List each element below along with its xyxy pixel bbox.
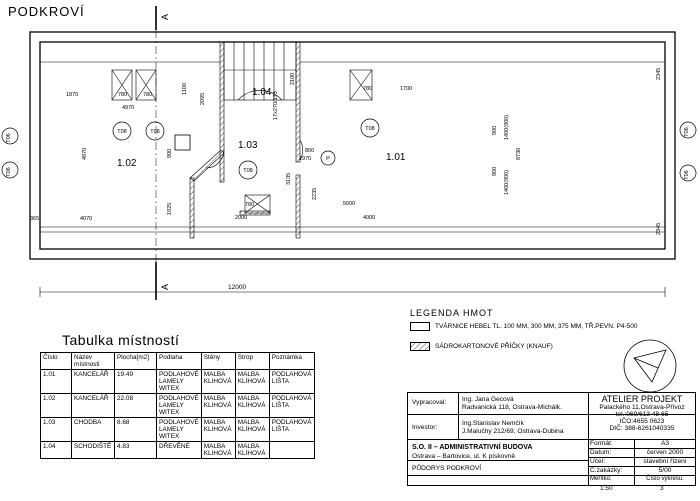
project-name: S.O. II – ADMINISTRATIVNÍ BUDOVA [412,444,533,451]
room-label-1-01: 1.01 [386,152,406,163]
label-vypracoval: Vypracoval: [412,399,447,406]
table-cell: PODLAHOVÁ LIŠTA [269,418,314,442]
dim-text: 780 [245,202,255,208]
legend-swatch-hatched [410,342,430,351]
dim-text: 1400(900) [504,114,510,140]
dim-text: 800 [305,148,315,154]
dim-text: 2345 [656,67,662,80]
ucel-label: Účel: [590,458,606,465]
partition-wall [296,42,300,162]
table-cell: 22.08 [115,394,157,418]
table-row [41,370,315,394]
dim-text: 900 [167,148,173,158]
table-cell: PODLAHOVÉ LAMELY WITEX [157,418,202,442]
atelier-dic: DIČ: 388-6261040335 [609,425,675,432]
col-header: Podlaha [157,353,202,370]
dim-text: 3135 [286,172,292,185]
partition-wall [296,175,300,238]
table-cell: 8.68 [115,418,157,442]
dim-text: 780 [363,86,373,92]
dim-text: 365 [30,216,40,222]
col-header: Číslo [41,353,72,370]
table-cell: 4.83 [115,442,157,459]
table-cell: MALBA KLIHOVÁ [201,370,235,394]
table-cell: 1.02 [41,394,72,418]
col-header: Poznámka [269,353,314,370]
legend-item-knauf [410,342,553,351]
table-cell [269,442,314,459]
title-block [407,392,696,486]
tag-p: P [326,156,330,162]
dim-text: 2345 [656,222,662,235]
tag-t08: T08 [150,129,160,135]
table-cell: SCHODIŠTĚ [72,442,115,459]
table-cell: MALBA KLIHOVÁ [235,442,269,459]
section-label-top: A [160,13,170,20]
col-header: Plocha[m2] [115,353,157,370]
table-row [41,418,315,442]
room-label-1-04: 1.04 [252,87,272,98]
dim-text: 780 [143,92,153,98]
drawing-title: PODKROVÍ [8,4,85,19]
table-cell: KANCELÁŘ [72,370,115,394]
table-cell: 1.01 [41,370,72,394]
dim-text: 900 [492,166,498,176]
dim-text: 2095 [200,92,206,105]
dim-text: 4870 [82,147,88,160]
table-cell: MALBA KLIHOVÁ [201,442,235,459]
col-header: Stěny [201,353,235,370]
dim-text: 1400(900) [504,169,510,195]
ucel-value: stavební řízení [643,458,687,465]
legend-label: SÁDROKARTONOVÉ PŘÍČKY (KNAUF) [435,343,553,350]
tag-t06: T06 [6,167,12,177]
dim-text: 4070 [80,216,93,222]
table-row [41,442,315,459]
meritko-label: Měřítko: [590,476,612,482]
rooms-table [40,352,315,459]
tag-t06: T06 [684,170,690,180]
format-label: Formát: [590,440,613,447]
dim-text: 4970 [122,105,135,111]
dim-text: 17x270/173 [273,91,279,120]
table-cell: CHODBA [72,418,115,442]
outer-wall [30,32,675,259]
table-cell: MALBA KLIHOVÁ [201,418,235,442]
overall-dim: 12000 [228,284,247,291]
table-cell: MALBA KLIHOVÁ [235,418,269,442]
vypracoval-name: Ing. Jana Gecová [462,396,514,403]
vykres-label: Číslo výkresu: [646,476,684,482]
table-row [41,394,315,418]
legend-label: TVÁRNICE HEBEL TL. 100 MM, 300 MM, 375 MM, TŘ.PEVN. P4-500 [435,323,638,330]
tag-t06: T06 [6,133,12,143]
table-cell: MALBA KLIHOVÁ [235,370,269,394]
room-label-1-03: 1.03 [238,140,258,151]
room-label-1-02: 1.02 [117,158,137,169]
table-cell: PODLAHOVÁ LIŠTA [269,394,314,418]
dim-text: 2235 [312,187,318,200]
label-investor: Investor: [412,424,438,431]
dim-text: 4000 [363,215,376,221]
table-cell: 1.04 [41,442,72,459]
dim-text: 900 [492,125,498,135]
datum-value: červen 2000 [646,449,684,456]
table-cell: PODLAHOVÉ LAMELY WITEX [157,370,202,394]
north-arrow-icon [622,338,678,394]
zakazka-label: Č.zakázky: [590,467,623,474]
investor-address: J.Malučhy 212/69, Ostrava-Dubina [462,428,564,435]
zakazka-value: 5/00 [658,467,672,474]
dim-text: 1100 [182,83,188,95]
tag-t06: T06 [684,127,690,137]
dim-text: 1970 [299,156,312,162]
vypracoval-address: Radvanická 118, Ostrava-Michálk. [462,404,562,411]
atelier-address: Palackého 11,Ostrava-Přívoz [599,404,685,411]
dim-text: 5000 [343,201,356,207]
dim-text: 780 [118,92,128,98]
vykres-value: 3 [660,485,664,492]
datum-label: Datum: [590,449,612,456]
col-header: Název místnosti [72,353,115,370]
dim-text: 1870 [66,92,79,98]
meritko-value: 1:50 [600,485,613,492]
partition-wall [190,150,224,181]
section-label-bottom: A [160,283,170,290]
table-header-row [41,353,315,370]
tag-t08: T08 [365,126,375,132]
table-cell: PODLAHOVÉ LAMELY WITEX [157,394,202,418]
dim-text: 1925 [167,202,173,215]
dim-text: 1700 [400,86,413,92]
tag-t08: T08 [243,168,253,174]
overall-dim-line [40,287,665,297]
atelier-ico: IČO:4655 0623 [619,418,665,425]
table-cell: KANCELÁŘ [72,394,115,418]
legend-swatch-empty [410,322,430,331]
table-cell: DŘEVĚNÉ [157,442,202,459]
atelier-phone: tel.:069/613 48 65 [615,411,669,418]
atelier-name: ATELIER PROJEKT [601,394,683,404]
dim-text: 8730 [516,147,522,160]
rooms-table-title: Tabulka místností [62,332,180,348]
chimney [175,135,190,150]
table-cell: 1.03 [41,418,72,442]
dim-text: 2000 [235,215,248,221]
table-cell: MALBA KLIHOVÁ [235,394,269,418]
investor-name: Ing.Stanislav Nemčík [462,420,524,427]
col-header: Strop [235,353,269,370]
table-cell: 19.49 [115,370,157,394]
tag-t08: T08 [117,129,127,135]
partition-wall [190,178,194,238]
format-value: A3 [660,440,670,447]
drawing-name: PŮDORYS PODKROVÍ [412,465,482,472]
legend-item-hebel [410,322,638,331]
project-location: Ostrava – Bartovice, ul. K pískovně [412,453,515,460]
table-cell: PODLAHOVÁ LIŠTA [269,370,314,394]
table-cell: MALBA KLIHOVÁ [201,394,235,418]
legend-title: LEGENDA HMOT [410,308,494,318]
dim-text: 2100 [290,72,296,85]
